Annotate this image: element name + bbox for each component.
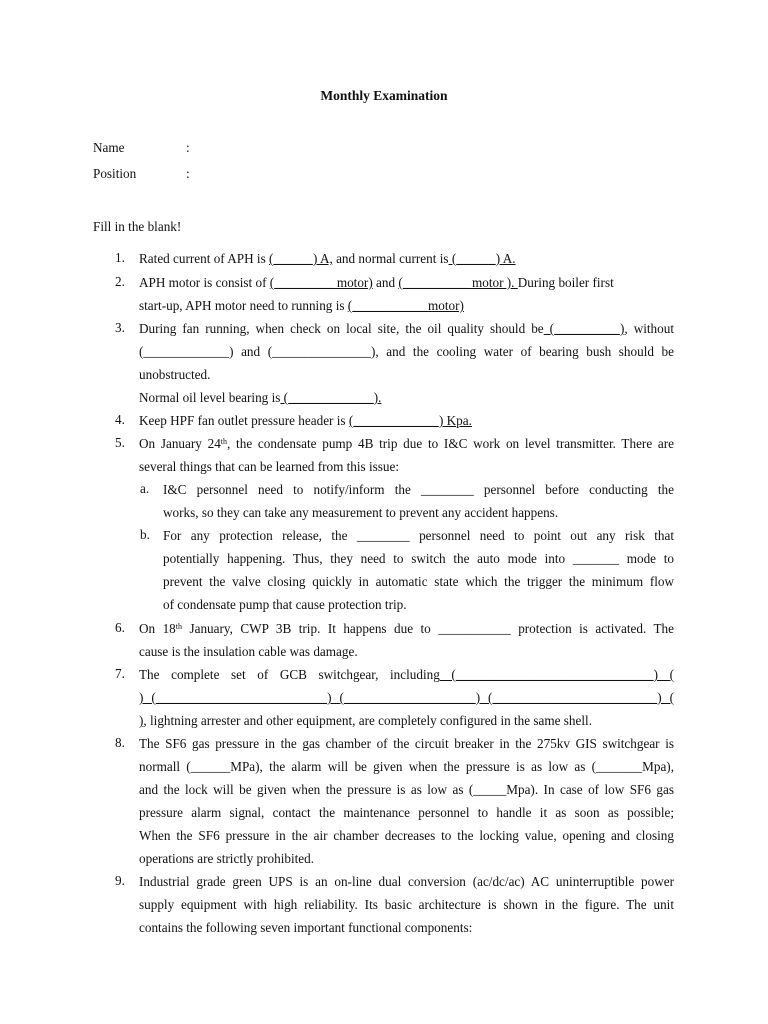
question-number: 9. [115,873,125,888]
text-run: , the condensate pump 4B trip due to I&C work on level transmitter. There are [227,436,674,451]
question-line: of condensate pump that cause protection trip. [163,597,407,612]
blank-underlined: (_____________). [280,390,382,405]
question-line [139,712,674,730]
question-line: The SF6 gas pressure in the gas chamber of the circuit breaker in the 275kv GIS switchgear is [139,736,674,751]
name-field [93,139,190,157]
question-line: When the SF6 pressure in the air chamber decreases to the locking value, opening and closing [139,828,674,843]
question-line: potentially happening. Thus, they need to switch the auto mode into _______ mode to [163,551,674,566]
blank-underlined: (___________ motor) [347,298,464,313]
blank-underlined: (__________) [543,321,625,336]
question-line: ) (__________________________) (____________________) (_________________________) ( [139,690,674,705]
question-number: 7. [115,666,125,681]
question-line [139,250,674,268]
question-line: (_____________) and (_______________), and the cooling water of bearing bush should be [139,344,674,359]
superscript: th [175,622,182,631]
position-label: Position [93,166,137,181]
question-line: pressure alarm signal, contact the maintenance personnel to handle it as soon as possible; [139,805,674,820]
text-run: and [372,275,399,290]
sub-question-letter: b. [140,527,150,542]
question-line: Industrial grade green UPS is an on-line dual conversion (ac/dc/ac) AC uninterruptible power [139,874,674,889]
sub-question-letter: a. [140,481,150,496]
superscript: th [220,437,228,446]
blank-underlined: (______) A, [269,251,333,266]
question-number: 3. [115,320,125,335]
question-line: prevent the valve closing quickly in automatic state which the trigger the minimum flow [163,574,674,589]
question-line: works, so they can take any measurement to prevent any accident happens. [163,505,559,520]
blank-underlined: ) [139,713,144,728]
question-line [139,666,674,684]
question-line: contains the following seven important functional components: [139,920,473,935]
question-line [139,320,674,338]
text-run: Normal oil level bearing is [139,390,281,405]
question-line [139,389,674,407]
position-colon: : [186,166,190,181]
text-run: APH motor is consist of [139,275,270,290]
question-line [139,274,674,292]
question-line [139,620,674,638]
question-line: I&C personnel need to notify/inform the ________ personnel before conducting the [163,482,674,497]
blank-underlined: (_________ motor) [269,275,373,290]
blank-underlined: (______) A. [448,251,516,266]
question-line: cause is the insulation cable was damage. [139,644,358,659]
text-run: Rated current of APH is [139,251,270,266]
question-number: 2. [115,274,125,289]
text-run: On 18 [139,621,176,636]
text-run: and normal current is [332,251,449,266]
text-run: During fan running, when check on local site, the oil quality should be [139,321,544,336]
text-run: On January 24 [139,436,221,451]
question-number: 1. [115,250,125,265]
name-colon: : [186,140,190,155]
blank-underlined: (_____________) Kpa. [348,413,472,428]
blank-underlined: (______________________________) ( [439,667,674,682]
question-line: several things that can be learned from this issue: [139,459,400,474]
question-line: supply equipment with high reliability. Its basic architecture is shown in the figure. The unit [139,897,674,912]
blank-underlined: (__________ motor ). [398,275,518,290]
question-number: 6. [115,620,125,635]
instructions: Fill in the blank! [93,219,182,234]
text-run: start-up, APH motor need to running is [139,298,348,313]
position-field [93,165,190,183]
text-run: Keep HPF fan outlet pressure header is [139,413,349,428]
question-line: unobstructed. [139,367,211,382]
question-line: normall (______MPa), the alarm will be given when the pressure is as low as (_______Mpa), [139,759,674,774]
question-line: operations are strictly prohibited. [139,851,315,866]
text-run: , lightning arrester and other equipment, are completely configured in the same shell. [143,713,593,728]
page-title: Monthly Examination [320,88,448,103]
text-run: The complete set of GCB switchgear, including [139,667,440,682]
text-run: January, CWP 3B trip. It happens due to ___________ protection is activated. The [182,621,674,636]
question-line [139,412,674,430]
question-number: 4. [115,412,125,427]
text-run: During boiler first [517,275,614,290]
question-line: For any protection release, the ________ personnel need to point out any risk that [163,528,674,543]
question-number: 5. [115,435,125,450]
name-label: Name [93,140,125,155]
question-line: and the lock will be given when the pressure is as low as (_____Mpa). In case of low SF6 gas [139,782,674,797]
question-number: 8. [115,735,125,750]
question-line [139,435,674,453]
question-line [139,297,674,315]
text-run: , without [624,321,674,336]
